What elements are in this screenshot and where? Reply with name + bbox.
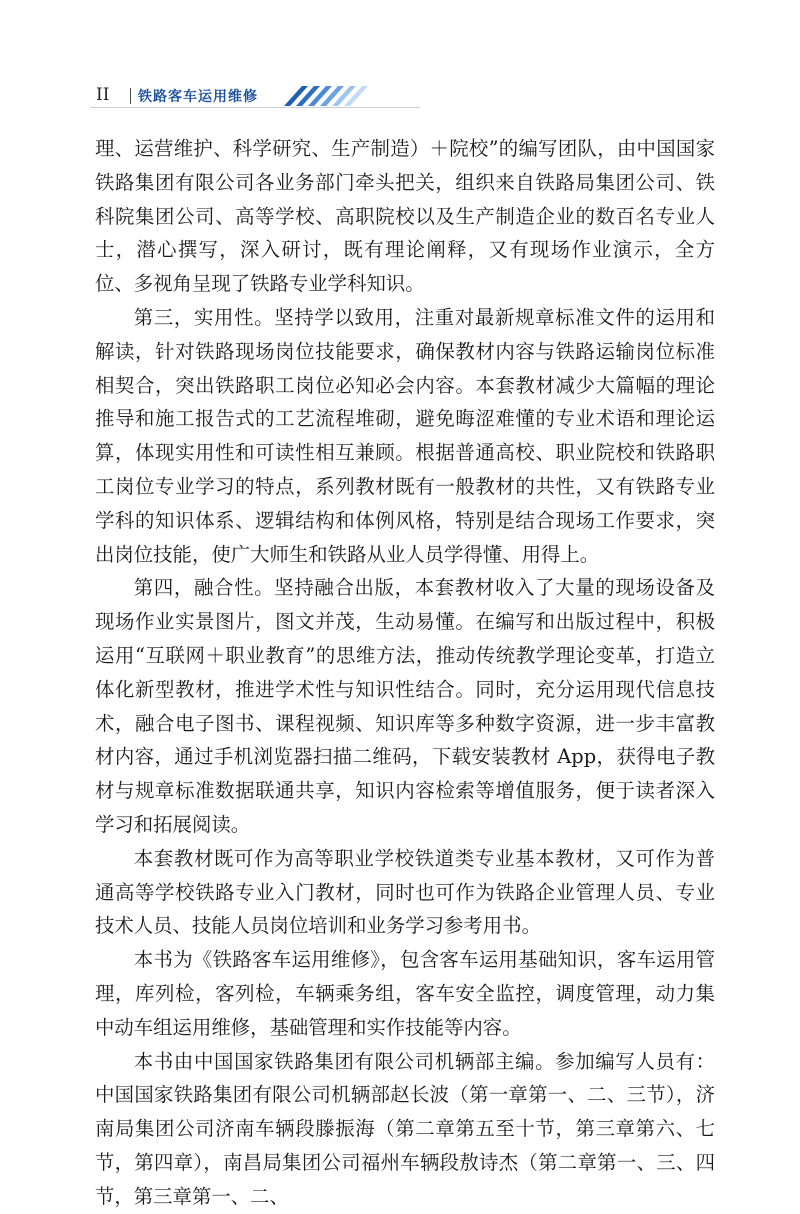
paragraph-usage: 本套教材既可作为高等职业学校铁道类专业基本教材，又可作为普通高等学校铁路专业入门教材，同时也可作为铁路企业管理人员、专业技术人员、技能人员岗位培训和业务学习参考用书。 [95,846,715,938]
page-number: II [96,85,110,105]
paragraph-authors: 本书由中国国家铁路集团有限公司机辆部主编。参加编写人员有：中国国家铁路集团有限公司机辆部赵长波（第一章第一、二、三节），济南局集团公司济南车辆段滕振海（第二章第五至十节，第三章第六、七节，第四章），南昌局集团公司福州车辆段敖诗杰（第二章第一、三、四节，第三章第一、二、 [95,1049,715,1208]
running-header [90,84,420,108]
body-text [95,132,715,1214]
header-rule [90,107,420,108]
decorative-stripes-icon [276,84,426,108]
paragraph-practicality: 第三，实用性。坚持学以致用，注重对最新规章标准文件的运用和解读，针对铁路现场岗位技能要求，确保教材内容与铁路运输岗位标准相契合，突出铁路职工岗位必知必会内容。本套教材减少大篇幅的理论推导和施工报告式的工艺流程堆砌，避免晦涩难懂的专业术语和理论运算，体现实用性和可读性相互兼顾。根据普通高校、职业院校和铁路职工岗位专业学习的特点，系列教材既有一般教材的共性，又有铁路专业学科的知识体系、逻辑结构和体例风格，特别是结合现场工作要求，突出岗位技能，使广大师生和铁路从业人员学得懂、用得上。 [95,305,715,566]
paragraph-integration: 第四，融合性。坚持融合出版，本套教材收入了大量的现场设备及现场作业实景图片，图文并茂，生动易懂。在编写和出版过程中，积极运用“互联网＋职业教育”的思维方法，推动传统教学理论变革，打造立体化新型教材，推进学术性与知识性结合。同时，充分运用现代信息技术，融合电子图书、课程视频、知识库等多种数字资源，进一步丰富教材内容，通过手机浏览器扫描二维码，下载安装教材 App，获得电子教材与规章标准数据联通共享，知识内容检索等增值服务，便于读者深入学习和拓展阅读。 [95,576,715,836]
book-title: 铁路客车运用维修 [138,89,258,105]
paragraph-continuation: 理、运营维护、科学研究、生产制造）＋院校”的编写团队，由中国国家铁路集团有限公司各业务部门牵头把关，组织来自铁路局集团公司、铁科院集团公司、高等学校、高职院校以及生产制造企业的数百名专业人士，潜心撰写，深入研讨，既有理论阐释，又有现场作业演示，全方位、多视角呈现了铁路专业学科知识。 [95,137,715,296]
paragraph-book-content: 本书为《铁路客车运用维修》，包含客车运用基础知识，客车运用管理，库列检，客列检，车辆乘务组，客车安全监控，调度管理，动力集中动车组运用维修，基础管理和实作技能等内容。 [95,948,715,1039]
header-divider [130,88,131,104]
